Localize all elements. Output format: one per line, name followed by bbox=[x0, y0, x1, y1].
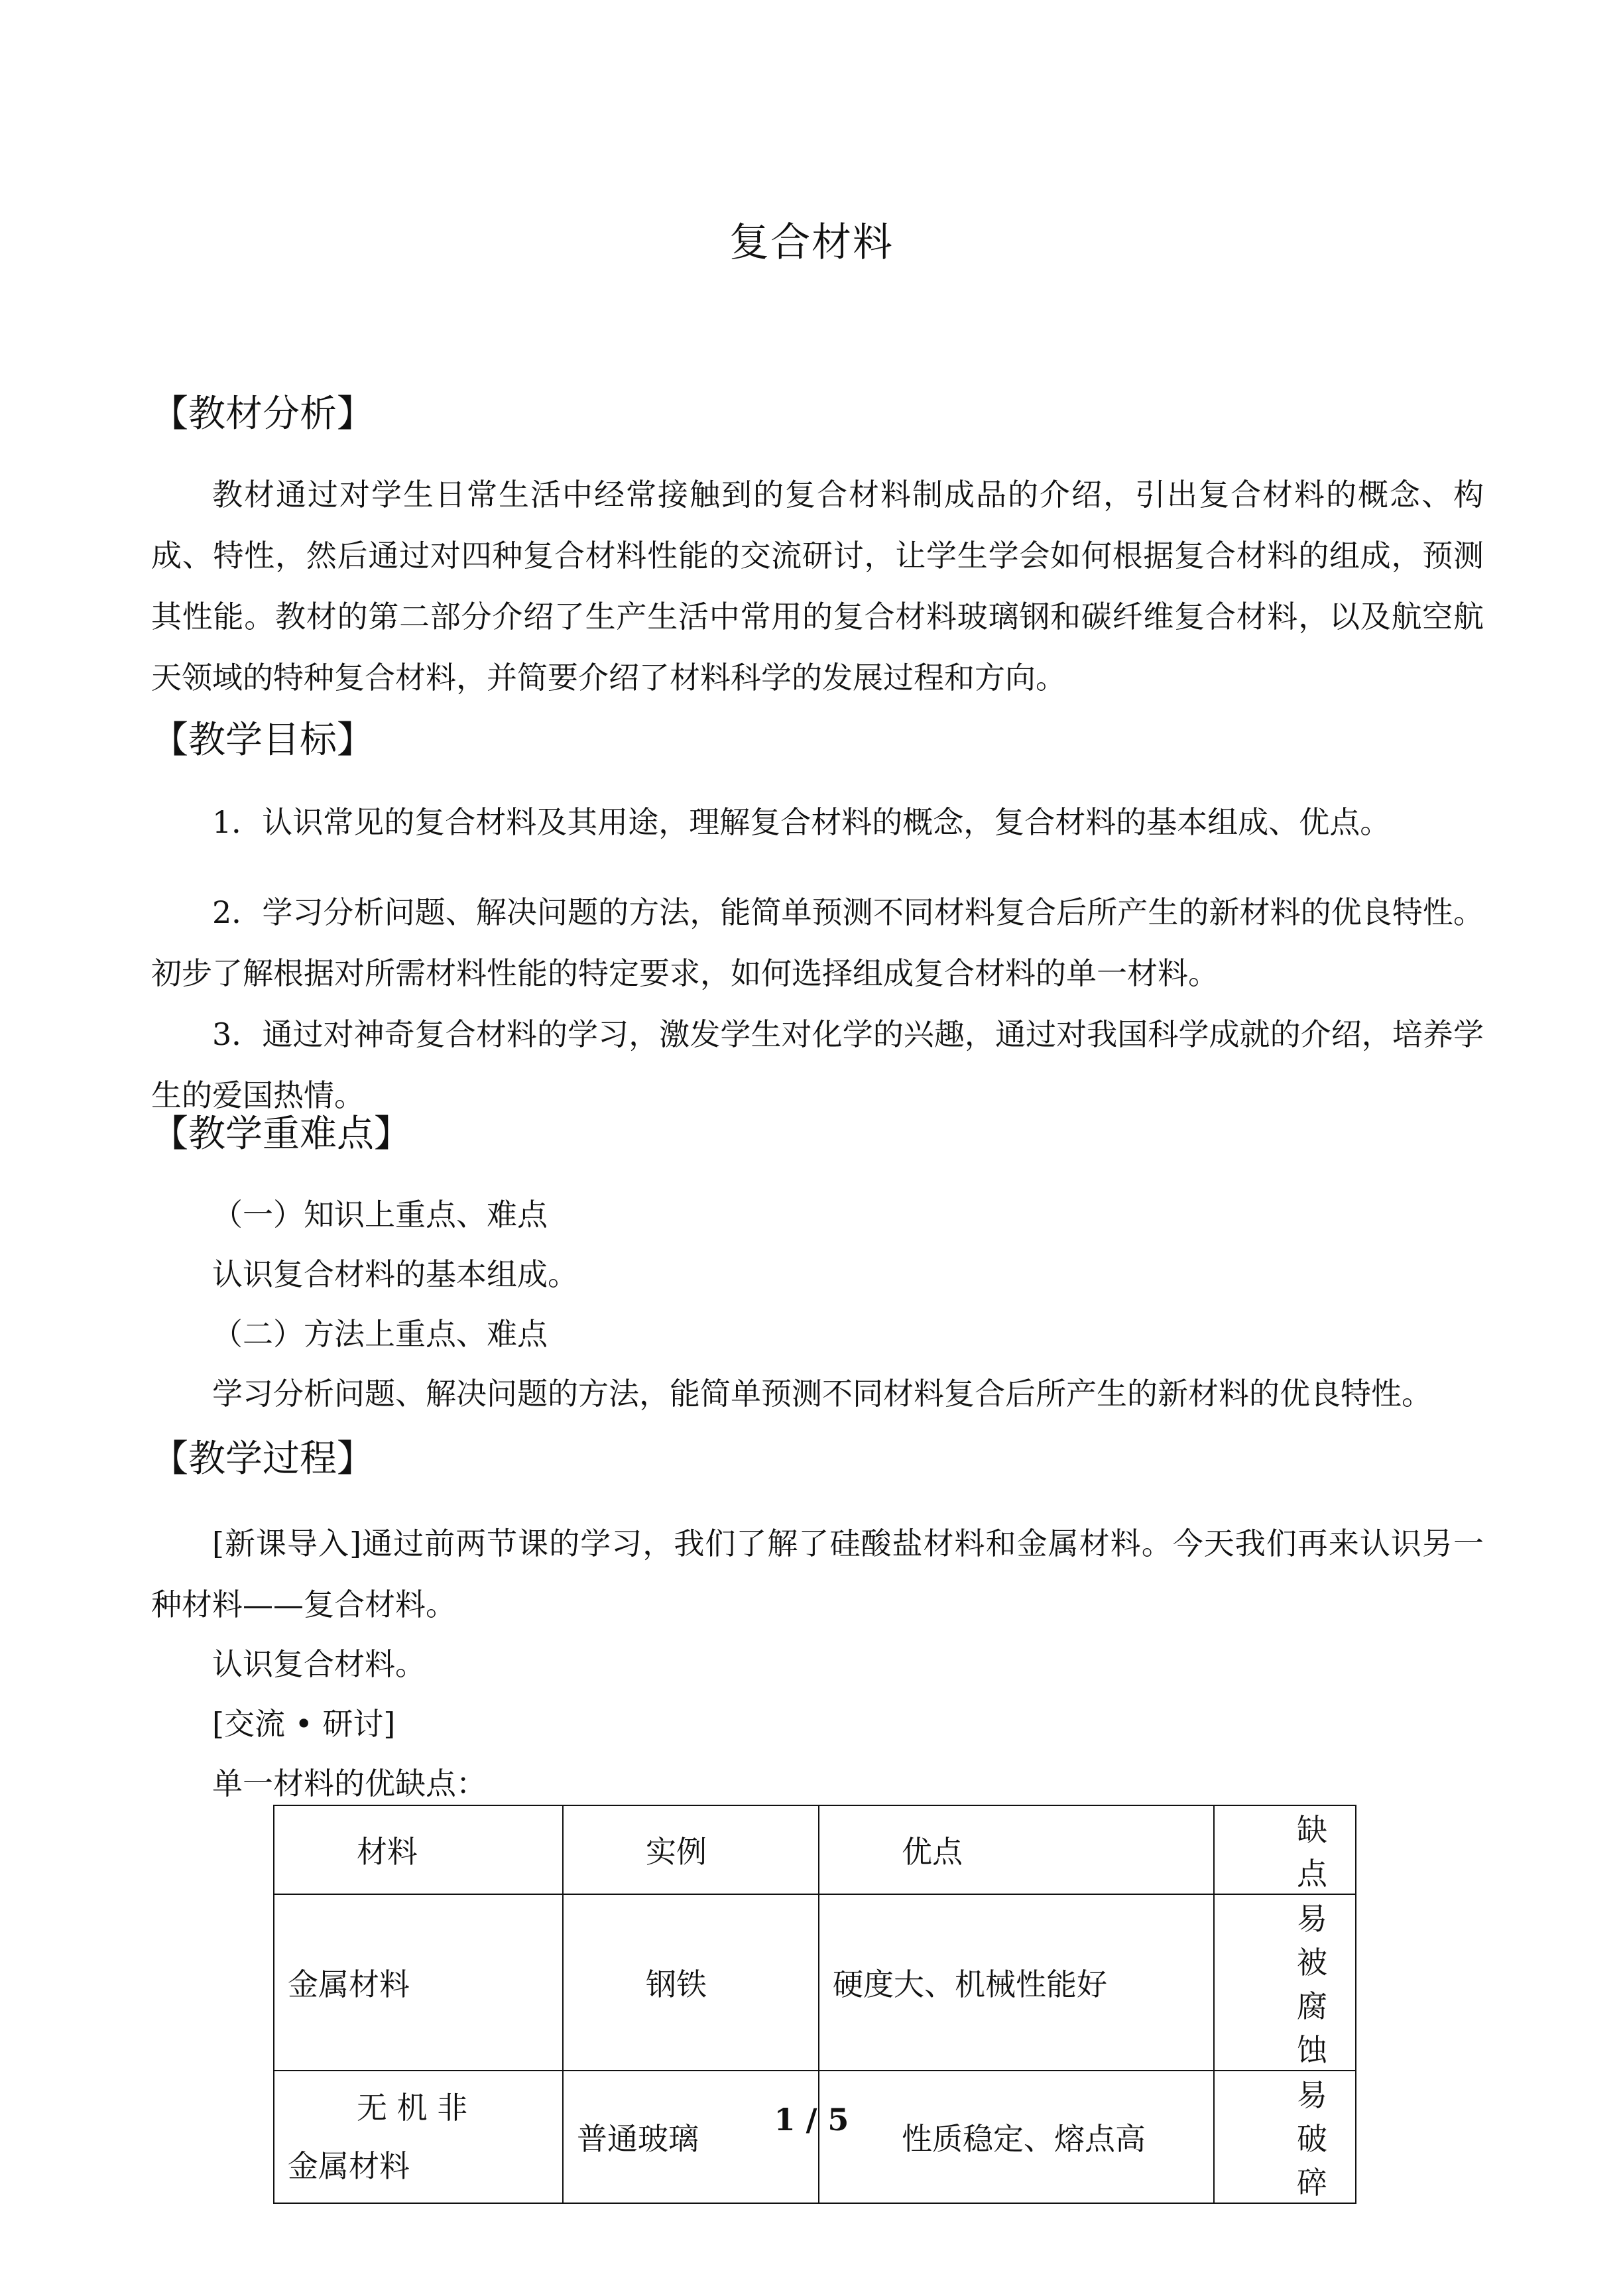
th-pros: 优点 bbox=[819, 1805, 1214, 1894]
th-example: 实例 bbox=[563, 1805, 819, 1894]
table-header-row bbox=[274, 1805, 1356, 1894]
heading-analysis: 【教材分析】 bbox=[151, 393, 374, 436]
heading-goals: 【教学目标】 bbox=[151, 719, 374, 762]
keypoint-sub2: （二）方法上重点、难点 bbox=[212, 1316, 548, 1352]
cell-material-line1: 无 机 非 bbox=[357, 2090, 468, 2126]
th-material: 材料 bbox=[274, 1805, 563, 1894]
process-line-3: 单一材料的优缺点： bbox=[212, 1766, 487, 1801]
cell-pros: 硬度大、机械性能好 bbox=[819, 1894, 1214, 2071]
keypoint-sub2-text: 学习分析问题、解决问题的方法，能简单预测不同材料复合后所产生的新材料的优良特性。 bbox=[212, 1376, 1432, 1412]
heading-process: 【教学过程】 bbox=[151, 1437, 374, 1480]
cell-example: 普通玻璃 bbox=[563, 2071, 819, 2203]
materials-table bbox=[273, 1805, 1356, 2204]
cell-material: 金属材料 bbox=[274, 1894, 563, 2071]
th-cons: 缺点 bbox=[1214, 1805, 1356, 1894]
table-row bbox=[274, 1894, 1356, 2071]
goal-item-1: 1．认识常见的复合材料及其用途，理解复合材料的概念，复合材料的基本组成、优点。 bbox=[212, 804, 1391, 840]
page-number: 1 / 5 bbox=[774, 2102, 849, 2138]
document-title: 复合材料 bbox=[729, 219, 894, 266]
cell-example: 钢铁 bbox=[563, 1894, 819, 2071]
cell-material-line2: 金属材料 bbox=[288, 2148, 410, 2184]
process-line-1: 认识复合材料。 bbox=[212, 1646, 426, 1682]
keypoint-sub1: （一）知识上重点、难点 bbox=[212, 1197, 548, 1233]
analysis-paragraph: 教材通过对学生日常生活中经常接触到的复合材料制成品的介绍，引出复合材料的概念、构成、特性，然后通过对四种复合材料性能的交流研讨，让学生学会如何根据复合材料的组成，预测其性能。教材的第二部分介绍了生产生活中常用的复合材料玻璃钢和碳纤维复合材料，以及航空航天领域的特种复合材料，并简要介绍了材料科学的发展过程和方向。 bbox=[151, 477, 1484, 695]
heading-keypoints: 【教学重难点】 bbox=[151, 1113, 411, 1156]
process-intro: [新课导入]通过前两节课的学习，我们了解了硅酸盐材料和金属材料。今天我们再来认识另一种材料——复合材料。 bbox=[151, 1526, 1484, 1622]
goal-item-2: 2．学习分析问题、解决问题的方法，能简单预测不同材料复合后所产生的新材料的优良特性。初步了解根据对所需材料性能的特定要求，如何选择组成复合材料的单一材料。 bbox=[151, 894, 1484, 991]
goal-item-3: 3．通过对神奇复合材料的学习，激发学生对化学的兴趣，通过对我国科学成就的介绍，培养学生的爱国热情。 bbox=[151, 1016, 1484, 1113]
cell-cons: 易被腐蚀 bbox=[1214, 1894, 1356, 2071]
cell-pros: 性质稳定、熔点高 bbox=[819, 2071, 1214, 2203]
process-line-2: [交流 • 研讨] bbox=[212, 1706, 396, 1742]
cell-cons: 易破碎 bbox=[1214, 2071, 1356, 2203]
keypoint-sub1-text: 认识复合材料的基本组成。 bbox=[212, 1256, 578, 1292]
